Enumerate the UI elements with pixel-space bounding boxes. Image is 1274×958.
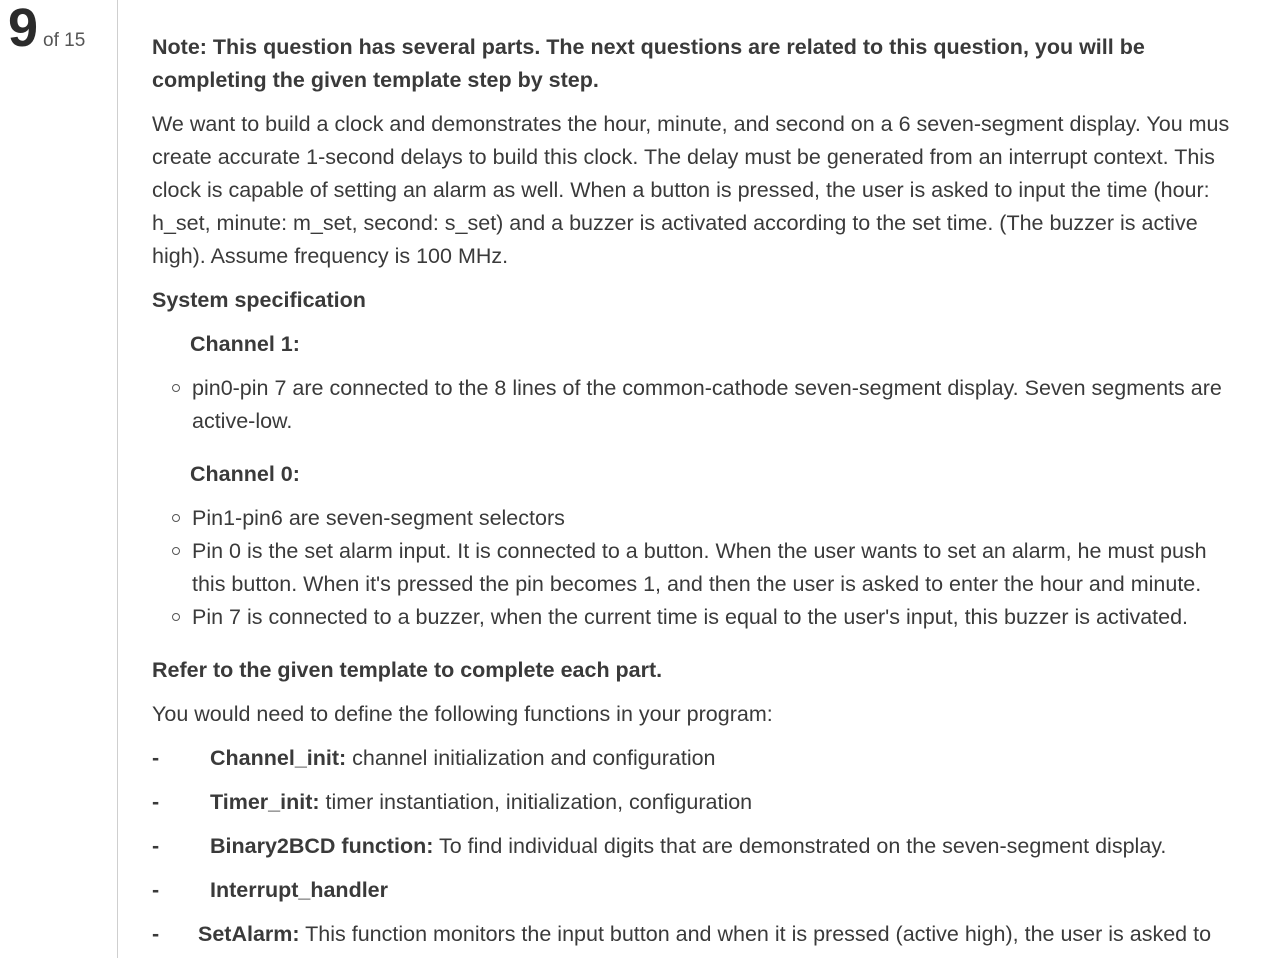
channel-0-list — [152, 502, 1274, 634]
function-name: Interrupt_handler — [210, 878, 388, 902]
channel-0-heading: Channel 0: — [190, 462, 300, 486]
dash-bullet: - — [152, 746, 160, 770]
vertical-divider — [117, 0, 118, 958]
function-desc: To find individual digits that are demonstrated on the seven-segment display. — [433, 834, 1167, 858]
intro-line: clock is capable of setting an alarm as well. When a button is pressed, the user is asked to input the time (hour: — [152, 178, 1210, 202]
question-number: 9 — [8, 0, 38, 58]
function-name: SetAlarm: — [198, 922, 300, 946]
function-item-interrupt-handler — [152, 874, 1274, 907]
template-heading: Refer to the given template to complete each part. — [152, 658, 663, 682]
question-intro — [152, 108, 1274, 273]
intro-line: high). Assume frequency is 100 MHz. — [152, 244, 509, 268]
function-name: Channel_init: — [210, 746, 347, 770]
function-item-timer-init — [152, 786, 1274, 819]
note-line-1: Note: This question has several parts. The next questions are related to this question, you will be — [152, 35, 1145, 59]
list-item: Pin 7 is connected to a buzzer, when the current time is equal to the user's input, this buzzer is activated. — [152, 601, 1274, 634]
function-desc: This function monitors the input button and when it is pressed (active high), the user is asked to — [299, 922, 1212, 946]
question-note — [152, 31, 1274, 97]
list-item: pin0-pin 7 are connected to the 8 lines of the common-cathode seven-segment display. Seven segments are active-low. — [152, 372, 1274, 438]
function-item-channel-init — [152, 742, 1274, 775]
dash-bullet: - — [152, 878, 160, 902]
function-desc: timer instantiation, initialization, configuration — [319, 790, 753, 814]
intro-line: create accurate 1-second delays to build this clock. The delay must be generated from an interrupt context. This — [152, 145, 1215, 169]
functions-intro: You would need to define the following functions in your program: — [152, 702, 773, 726]
intro-line: h_set, minute: m_set, second: s_set) and a buzzer is activated according to the set time. (The buzzer is active — [152, 211, 1198, 235]
list-item: Pin1-pin6 are seven-segment selectors — [152, 502, 1274, 535]
function-item-binary2bcd — [152, 830, 1274, 863]
question-body — [152, 31, 1274, 958]
channel-1-list — [152, 372, 1274, 438]
channel-1-heading: Channel 1: — [190, 332, 300, 356]
question-total: of 15 — [43, 30, 86, 51]
list-item: Pin 0 is the set alarm input. It is connected to a button. When the user wants to set an alarm, he must push this button. When it's pressed the pin becomes 1, and then the user is asked to enter the hour and minute. — [152, 535, 1274, 601]
dash-bullet: - — [152, 834, 160, 858]
dash-bullet: - — [152, 790, 160, 814]
system-spec-heading: System specification — [152, 288, 366, 312]
note-line-2: completing the given template step by step. — [152, 68, 599, 92]
question-counter — [8, 0, 85, 56]
function-name: Binary2BCD function: — [210, 834, 434, 858]
intro-line: We want to build a clock and demonstrates the hour, minute, and second on a 6 seven-segment display. You mus — [152, 112, 1230, 136]
dash-bullet: - — [152, 922, 160, 946]
function-name: Timer_init: — [210, 790, 320, 814]
function-desc: channel initialization and configuration — [346, 746, 716, 770]
function-item-setalarm — [152, 918, 1274, 951]
